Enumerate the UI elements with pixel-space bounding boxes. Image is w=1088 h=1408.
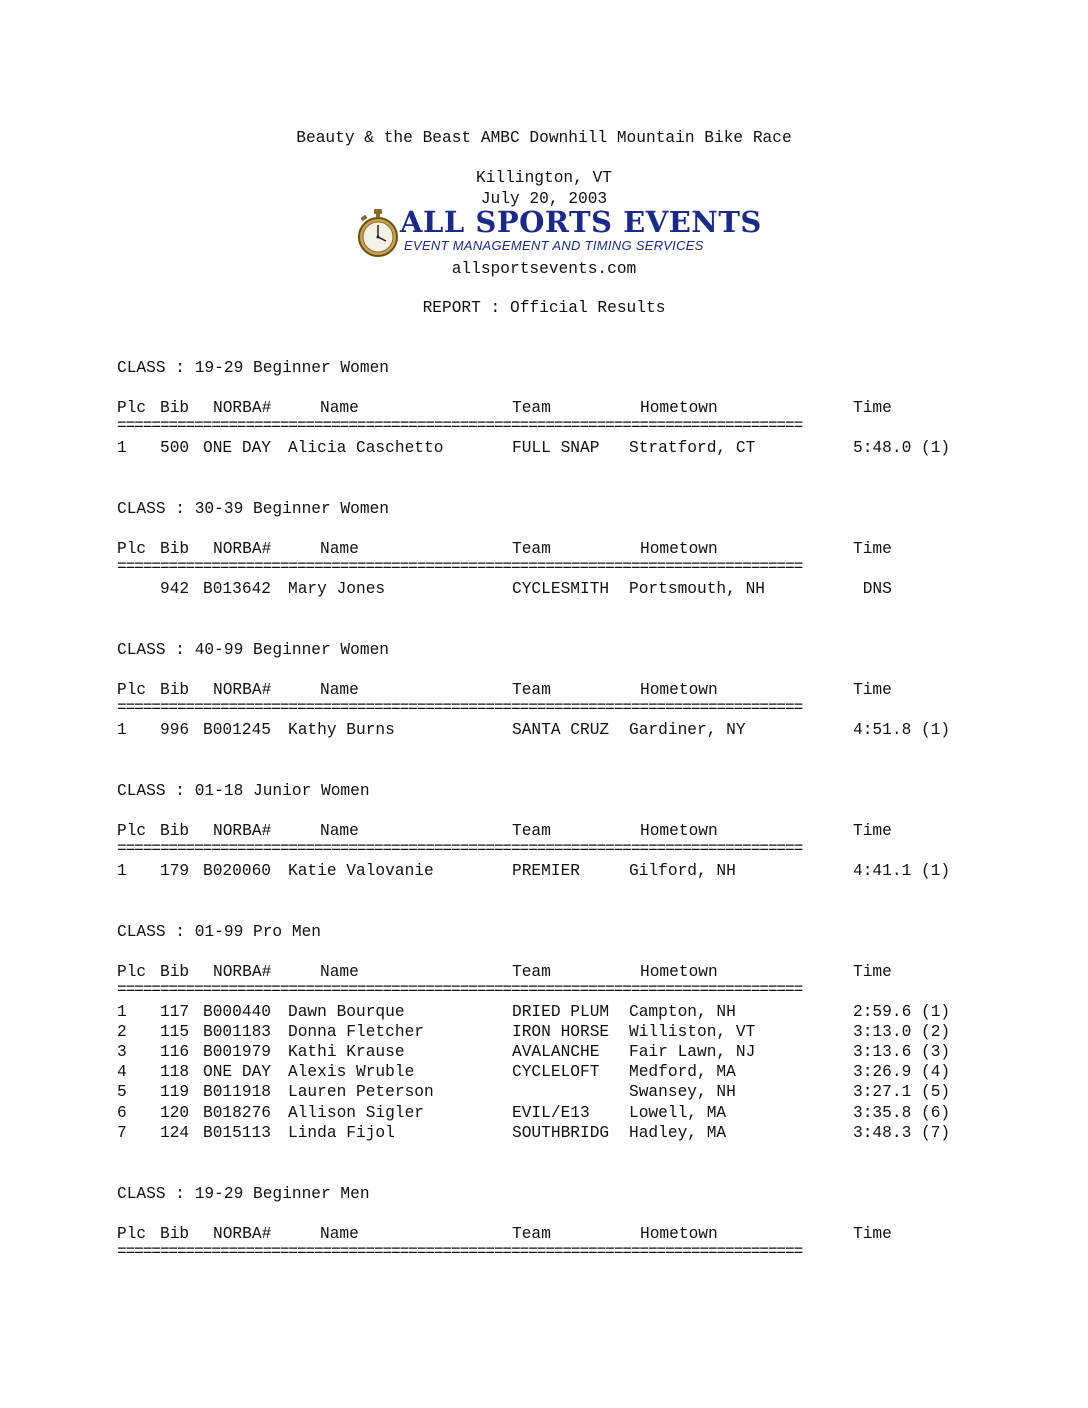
cell-norba: ONE DAY bbox=[203, 439, 271, 457]
cell-name: Mary Jones bbox=[288, 580, 386, 598]
cell-bib: 500 bbox=[160, 439, 190, 457]
column-header-norba: NORBA# bbox=[213, 540, 272, 558]
cell-time: 3:35.8 (6) bbox=[853, 1103, 951, 1122]
column-header-team: Team bbox=[512, 963, 551, 981]
cell-team: FULL SNAP bbox=[512, 439, 600, 457]
separator-line: ================================================================================ bbox=[117, 1243, 803, 1261]
column-header-norba: NORBA# bbox=[213, 822, 272, 840]
race-date: July 20, 2003 bbox=[480, 190, 608, 208]
column-header-time: Time bbox=[853, 540, 892, 558]
column-header-time: Time bbox=[853, 822, 892, 840]
column-header-time: Time bbox=[853, 963, 892, 981]
column-header-team: Team bbox=[512, 399, 551, 417]
column-header-bib: Bib bbox=[160, 963, 190, 981]
cell-norba: B018276 bbox=[203, 1103, 271, 1122]
cell-bib: 942 bbox=[160, 580, 190, 598]
website: allsportsevents.com bbox=[451, 260, 637, 278]
column-header-bib: Bib bbox=[160, 822, 190, 840]
separator-line: ================================================================================ bbox=[117, 558, 803, 576]
column-header-norba: NORBA# bbox=[213, 1225, 272, 1243]
column-header-hometown: Hometown bbox=[640, 399, 718, 417]
class-heading: CLASS : 19-29 Beginner Women bbox=[117, 359, 389, 377]
cell-norba: B015113 bbox=[203, 1123, 271, 1142]
race-title: Beauty & the Beast AMBC Downhill Mountain Bike Race bbox=[296, 129, 792, 147]
cell-hometown: Williston, VT bbox=[629, 1023, 756, 1042]
separator-line: ================================================================================ bbox=[117, 699, 803, 717]
column-header-norba: NORBA# bbox=[213, 399, 272, 417]
column-header-plc: Plc bbox=[117, 822, 147, 840]
cell-time: 3:26.9 (4) bbox=[853, 1063, 951, 1082]
column-header-time: Time bbox=[853, 399, 892, 417]
cell-norba: ONE DAY bbox=[203, 1063, 271, 1082]
column-header-team: Team bbox=[512, 1225, 551, 1243]
cell-time: 2:59.6 (1) bbox=[853, 1003, 951, 1021]
cell-hometown: Stratford, CT bbox=[629, 439, 756, 457]
cell-norba: B020060 bbox=[203, 862, 271, 880]
cell-norba: B001245 bbox=[203, 721, 271, 739]
column-header-bib: Bib bbox=[160, 540, 190, 558]
column-header-norba: NORBA# bbox=[213, 681, 272, 699]
cell-hometown: Portsmouth, NH bbox=[629, 580, 765, 598]
cell-plc: 5 bbox=[117, 1083, 127, 1102]
cell-team: SANTA CRUZ bbox=[512, 721, 610, 739]
column-header-plc: Plc bbox=[117, 963, 147, 981]
column-header-bib: Bib bbox=[160, 681, 190, 699]
report-title: REPORT : Official Results bbox=[422, 299, 666, 317]
cell-name: Katie Valovanie bbox=[288, 862, 434, 880]
cell-hometown: Lowell, MA bbox=[629, 1103, 727, 1122]
cell-hometown: Swansey, NH bbox=[629, 1083, 736, 1102]
cell-hometown: Gilford, NH bbox=[629, 862, 736, 880]
cell-team: IRON HORSE bbox=[512, 1023, 610, 1042]
column-header-hometown: Hometown bbox=[640, 1225, 718, 1243]
column-header-norba: NORBA# bbox=[213, 963, 272, 981]
cell-time: 4:51.8 (1) bbox=[853, 721, 951, 739]
cell-plc: 2 bbox=[117, 1023, 127, 1042]
cell-plc: 7 bbox=[117, 1123, 127, 1142]
cell-name: Donna Fletcher bbox=[288, 1023, 424, 1042]
column-header-plc: Plc bbox=[117, 681, 147, 699]
column-header-team: Team bbox=[512, 822, 551, 840]
column-header-plc: Plc bbox=[117, 540, 147, 558]
column-header-name: Name bbox=[320, 963, 359, 981]
cell-norba: B001979 bbox=[203, 1043, 271, 1062]
class-heading: CLASS : 01-18 Junior Women bbox=[117, 782, 370, 800]
cell-plc: 4 bbox=[117, 1063, 127, 1082]
class-heading: CLASS : 40-99 Beginner Women bbox=[117, 641, 389, 659]
cell-team: DRIED PLUM bbox=[512, 1003, 610, 1021]
cell-name: Linda Fijol bbox=[288, 1123, 395, 1142]
cell-name: Alicia Caschetto bbox=[288, 439, 444, 457]
column-header-hometown: Hometown bbox=[640, 681, 718, 699]
cell-time: 4:41.1 (1) bbox=[853, 862, 951, 880]
column-header-plc: Plc bbox=[117, 1225, 147, 1243]
class-heading: CLASS : 19-29 Beginner Men bbox=[117, 1185, 370, 1203]
separator-line: ================================================================================ bbox=[117, 417, 803, 435]
column-header-bib: Bib bbox=[160, 1225, 190, 1243]
cell-plc: 1 bbox=[117, 862, 127, 880]
column-header-bib: Bib bbox=[160, 399, 190, 417]
cell-team: AVALANCHE bbox=[512, 1043, 600, 1062]
cell-name: Allison Sigler bbox=[288, 1103, 424, 1122]
column-header-hometown: Hometown bbox=[640, 963, 718, 981]
column-header-plc: Plc bbox=[117, 399, 147, 417]
cell-time: 3:48.3 (7) bbox=[853, 1123, 951, 1142]
column-header-name: Name bbox=[320, 1225, 359, 1243]
column-header-hometown: Hometown bbox=[640, 540, 718, 558]
cell-norba: B013642 bbox=[203, 580, 271, 598]
cell-time: 3:13.6 (3) bbox=[853, 1043, 951, 1062]
column-header-name: Name bbox=[320, 822, 359, 840]
cell-name: Kathy Burns bbox=[288, 721, 395, 739]
cell-name: Lauren Peterson bbox=[288, 1083, 434, 1102]
cell-team: EVIL/E13 bbox=[512, 1103, 590, 1122]
cell-name: Kathi Krause bbox=[288, 1043, 405, 1062]
cell-hometown: Hadley, MA bbox=[629, 1123, 727, 1142]
column-header-team: Team bbox=[512, 681, 551, 699]
column-header-time: Time bbox=[853, 681, 892, 699]
column-header-name: Name bbox=[320, 399, 359, 417]
cell-plc: 6 bbox=[117, 1103, 127, 1122]
cell-team: PREMIER bbox=[512, 862, 580, 880]
cell-plc: 1 bbox=[117, 439, 127, 457]
cell-hometown: Fair Lawn, NJ bbox=[629, 1043, 756, 1062]
cell-hometown: Campton, NH bbox=[629, 1003, 736, 1021]
cell-team: CYCLESMITH bbox=[512, 580, 610, 598]
separator-line: ================================================================================ bbox=[117, 840, 803, 858]
cell-bib: 120 bbox=[160, 1103, 190, 1122]
column-header-hometown: Hometown bbox=[640, 822, 718, 840]
logo-title: ALL SPORTS EVENTS bbox=[400, 205, 762, 239]
separator-line: ================================================================================ bbox=[117, 981, 803, 999]
cell-name: Alexis Wruble bbox=[288, 1063, 415, 1082]
cell-plc: 3 bbox=[117, 1043, 127, 1062]
cell-hometown: Gardiner, NY bbox=[629, 721, 746, 739]
column-header-name: Name bbox=[320, 540, 359, 558]
cell-time: DNS bbox=[853, 580, 892, 598]
cell-bib: 179 bbox=[160, 862, 190, 880]
cell-team: SOUTHBRIDG bbox=[512, 1123, 610, 1142]
column-header-team: Team bbox=[512, 540, 551, 558]
cell-bib: 115 bbox=[160, 1023, 190, 1042]
cell-norba: B001183 bbox=[203, 1023, 271, 1042]
cell-norba: B011918 bbox=[203, 1083, 271, 1102]
race-location: Killington, VT bbox=[476, 169, 612, 187]
cell-bib: 119 bbox=[160, 1083, 190, 1102]
cell-bib: 116 bbox=[160, 1043, 190, 1062]
cell-bib: 124 bbox=[160, 1123, 190, 1142]
column-header-name: Name bbox=[320, 681, 359, 699]
cell-plc: 1 bbox=[117, 1003, 127, 1021]
cell-time: 3:13.0 (2) bbox=[853, 1023, 951, 1042]
cell-name: Dawn Bourque bbox=[288, 1003, 405, 1021]
all-sports-events-logo bbox=[356, 205, 762, 258]
cell-time: 3:27.1 (5) bbox=[853, 1083, 951, 1102]
class-heading: CLASS : 30-39 Beginner Women bbox=[117, 500, 389, 518]
cell-team: CYCLELOFT bbox=[512, 1063, 600, 1082]
column-header-time: Time bbox=[853, 1225, 892, 1243]
stopwatch-icon bbox=[356, 208, 400, 258]
cell-hometown: Medford, MA bbox=[629, 1063, 736, 1082]
cell-bib: 996 bbox=[160, 721, 190, 739]
class-heading: CLASS : 01-99 Pro Men bbox=[117, 923, 321, 941]
cell-bib: 117 bbox=[160, 1003, 190, 1021]
cell-norba: B000440 bbox=[203, 1003, 271, 1021]
cell-plc: 1 bbox=[117, 721, 127, 739]
cell-time: 5:48.0 (1) bbox=[853, 439, 951, 457]
logo-subtitle: EVENT MANAGEMENT AND TIMING SERVICES bbox=[404, 238, 704, 253]
cell-bib: 118 bbox=[160, 1063, 190, 1082]
